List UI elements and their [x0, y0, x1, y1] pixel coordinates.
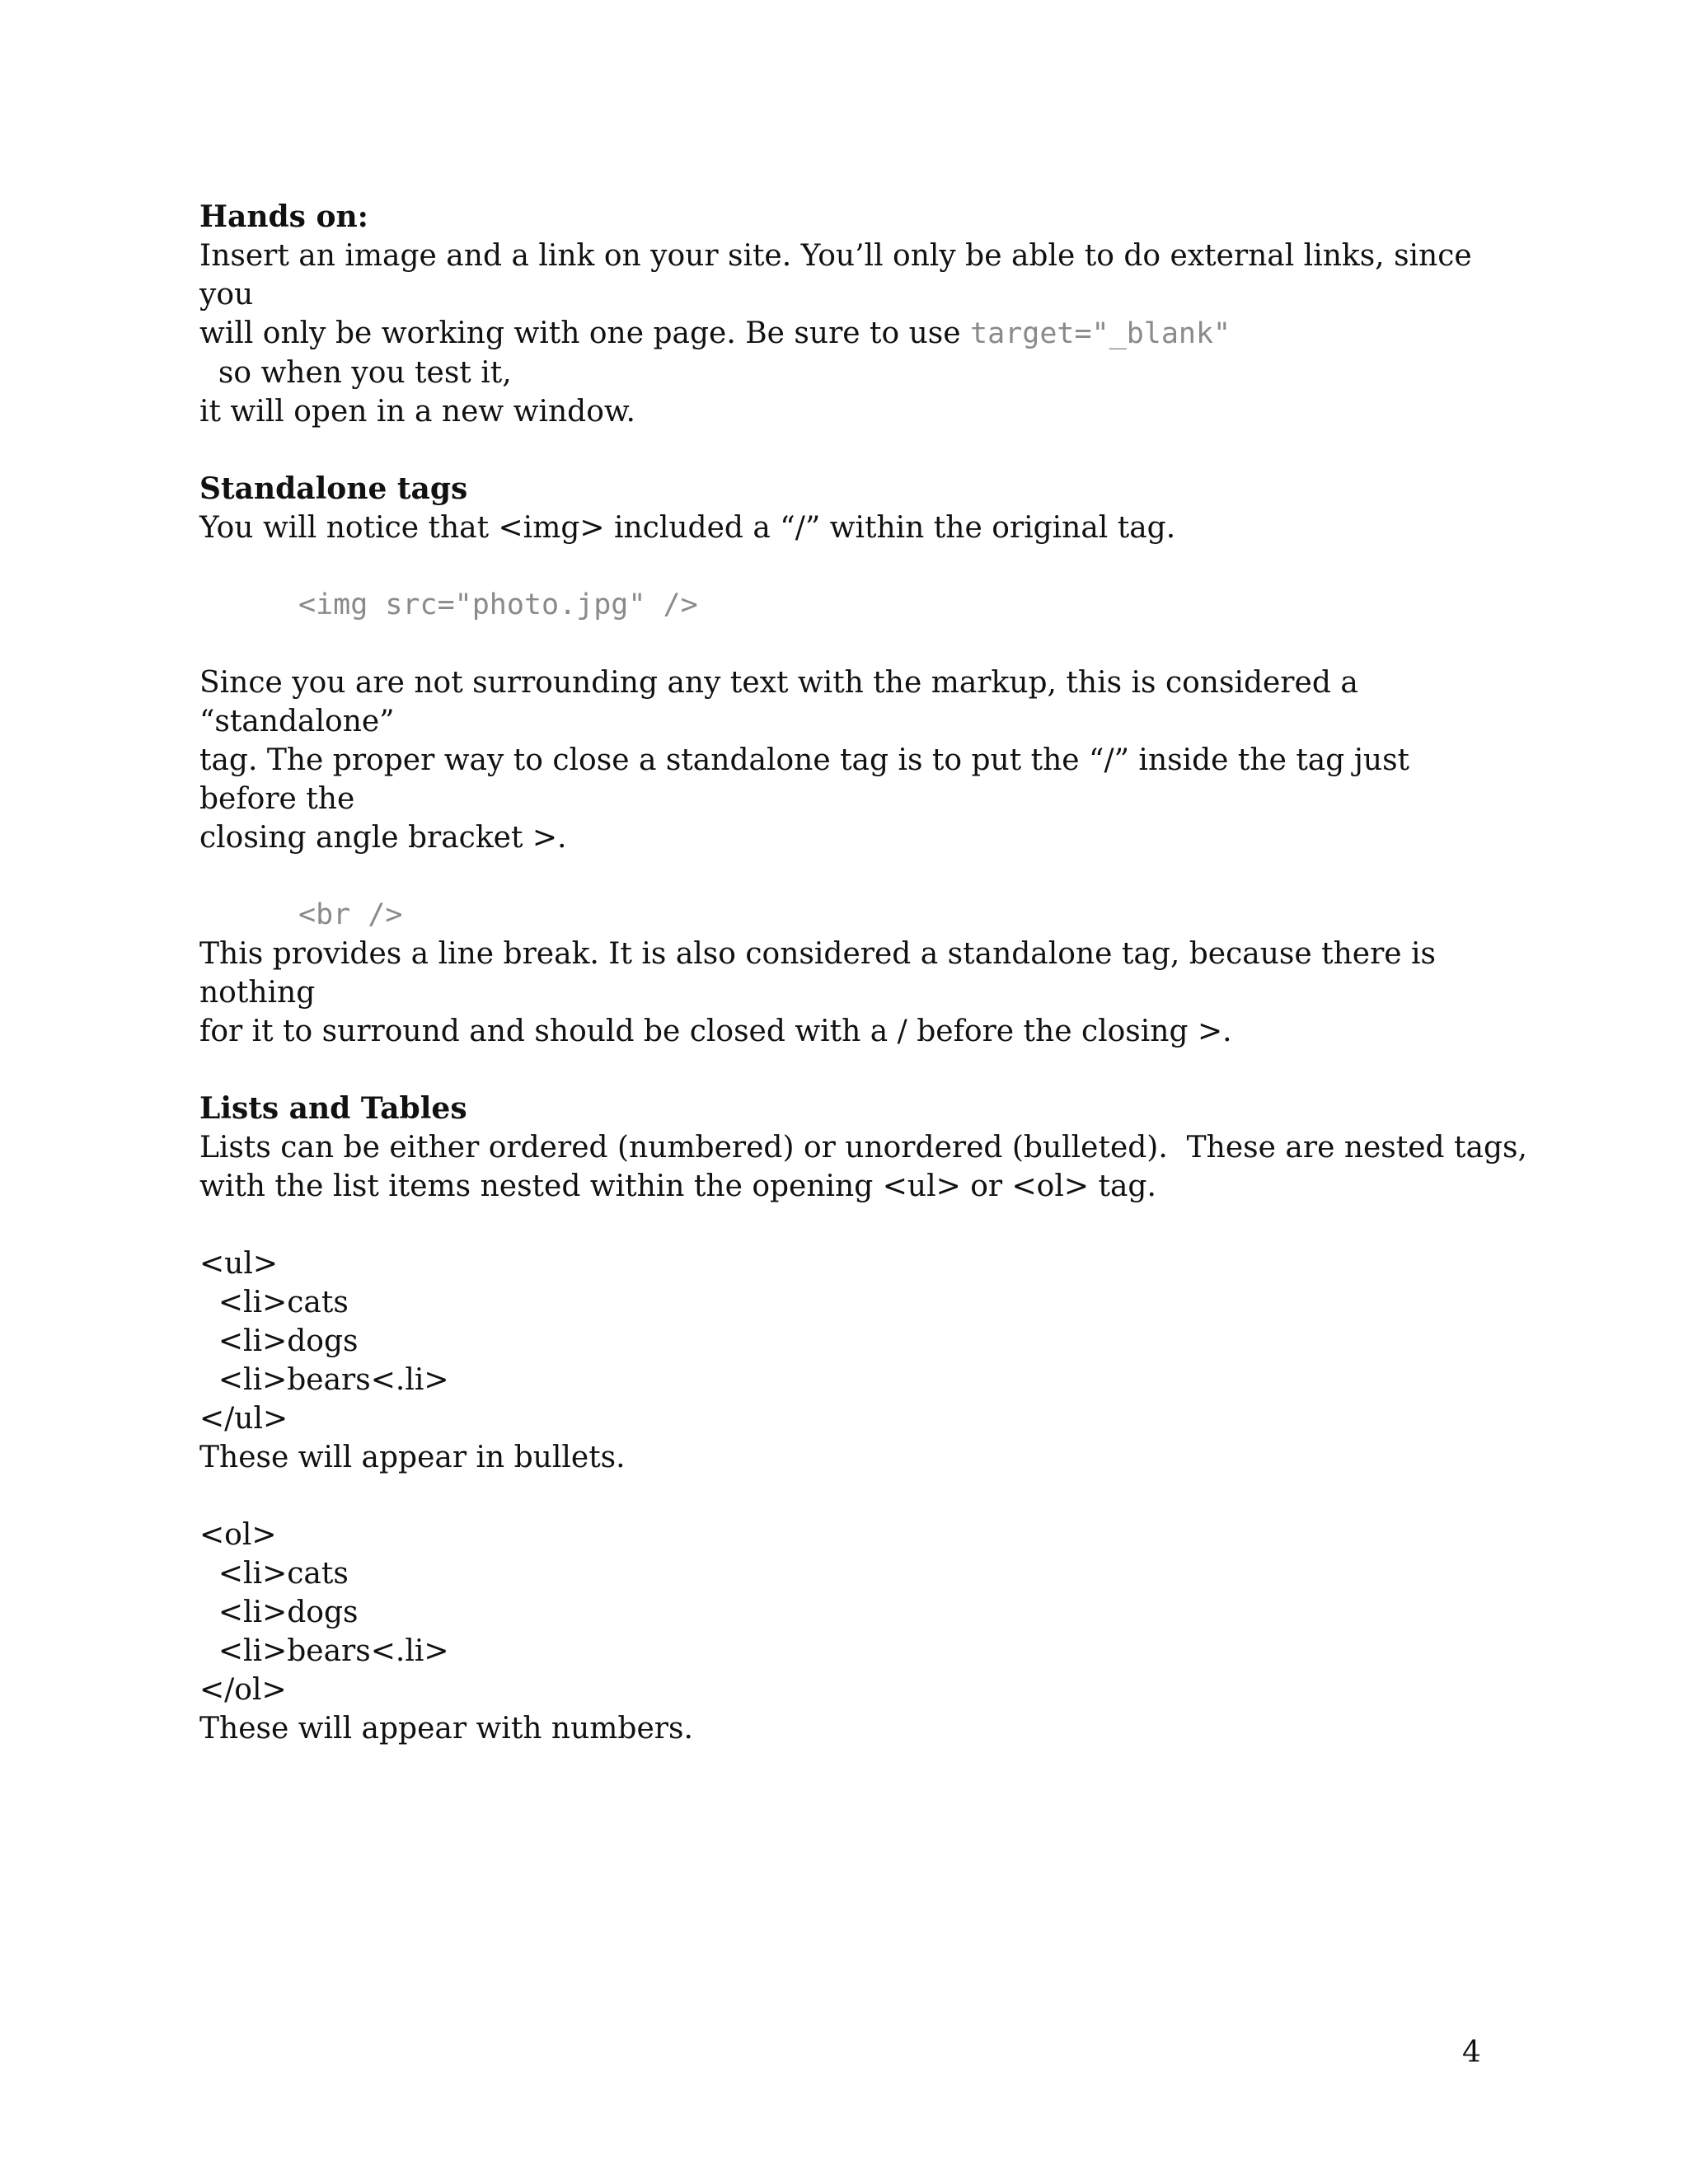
ul-example-line: <li>cats: [199, 1286, 349, 1319]
lists-heading: Lists and Tables: [199, 1091, 467, 1126]
ul-example-line: <li>bears<.li>: [199, 1363, 449, 1397]
hands-on-line-2-after: so when you test it,: [199, 356, 512, 390]
img-code-example: <img src="photo.jpg" />: [298, 588, 698, 621]
ol-example-line: <li>bears<.li>: [199, 1634, 449, 1668]
ol-example-line: <li>dogs: [199, 1596, 359, 1629]
ul-example-line: <li>dogs: [199, 1324, 359, 1358]
ol-example-line: <ol>: [199, 1518, 277, 1552]
spacer: [199, 431, 1493, 470]
ol-example-line: </ol>: [199, 1673, 287, 1707]
hands-on-line-3: it will open in a new window.: [199, 395, 635, 429]
br-code-example: <br />: [298, 898, 403, 931]
hands-on-line-2-before: will only be working with one page. Be sure to use: [199, 316, 971, 350]
lists-intro-line-2: with the list items nested within the opening <ul> or <ol> tag.: [199, 1169, 1156, 1203]
standalone-para-line-1: Since you are not surrounding any text with the markup, this is considered a “standalone”: [199, 666, 1358, 738]
spacer: [199, 1051, 1493, 1090]
ol-example: [199, 1516, 1493, 1709]
standalone-heading: Standalone tags: [199, 471, 468, 506]
standalone-para-line-3: closing angle bracket >.: [199, 821, 567, 855]
ol-note: These will appear with numbers.: [199, 1712, 693, 1746]
hands-on-line-2: [199, 314, 1493, 392]
spacer: [199, 1206, 1493, 1244]
spacer: [199, 1477, 1493, 1516]
br-line-1: This provides a line break. It is also considered a standalone tag, because there is nothing: [199, 937, 1437, 1010]
hands-on-heading: Hands on:: [199, 199, 368, 234]
spacer: [199, 857, 1493, 896]
standalone-intro: You will notice that <img> included a “/” within the original tag.: [199, 511, 1176, 545]
hands-on-line-1: Insert an image and a link on your site. You’ll only be able to do external links, since you: [199, 239, 1472, 312]
ul-note: These will appear in bullets.: [199, 1441, 626, 1474]
lists-intro-line-1: Lists can be either ordered (numbered) or unordered (bulleted). These are nested tags,: [199, 1131, 1527, 1165]
standalone-para-line-2: tag. The proper way to close a standalone tag is to put the “/” inside the tag just before the: [199, 743, 1410, 816]
spacer: [199, 625, 1493, 663]
target-blank-code: target="_blank": [970, 317, 1231, 350]
ul-example-line: <ul>: [199, 1247, 279, 1281]
ul-example-line: </ul>: [199, 1402, 288, 1436]
spacer: [199, 547, 1493, 586]
ul-example: [199, 1244, 1493, 1438]
ol-example-line: <li>cats: [199, 1557, 349, 1591]
page-number: 4: [1462, 2036, 1481, 2069]
document-page: [199, 198, 1527, 1748]
br-line-2: for it to surround and should be closed with a / before the closing >.: [199, 1015, 1232, 1048]
